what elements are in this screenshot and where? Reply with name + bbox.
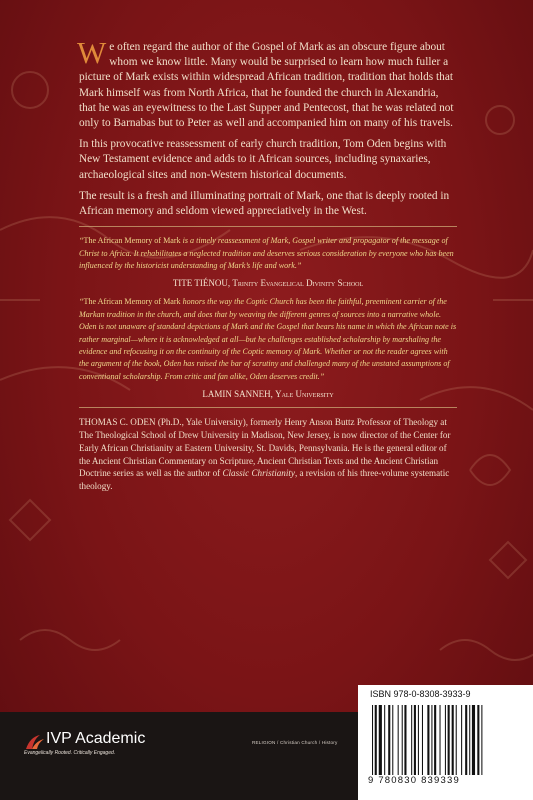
quote-text: honors the way the Coptic Church has been the faithful, preeminent carrier of the Markan tradition in the church, and does that by weaving the different genres of sources into a narrative whole. Oden is not unaware of standard depictions of Mark and the Gospel that bears his name in which the African note is rather marginal—where it is acknowledged at all—but he challenges established scholarship by marshaling the evidence and refocusing it on the continuity of the Coptic memory of Mark. Whether or not the reader agrees with the argument of the book, Oden has raised the bar of scrutiny and challenged many of the unstated assumptions of conventional scholarship. From critic and fan alike, Oden deserves credit.”	[79, 297, 457, 381]
endorser-name: TITE TIÉNOU,	[172, 278, 231, 289]
book-reference: Classic Christianity	[222, 468, 295, 479]
endorser-institution: Yale University	[275, 389, 334, 400]
endorsement-attribution	[79, 278, 457, 288]
book-title: The African Memory of Mark	[83, 236, 181, 246]
author-bio: THOMAS C. ODEN (Ph.D., Yale University), formerly Henry Anson Buttz Professor of Theology at The Theological School of Drew University in Madison, New Jersey, is now director of the Center for Early African Christianity at Eastern University, St. Davids, Pennsylvania. He is the general editor of the Ancient Christian Commentary on Scripture, Ancient Christian Texts and the Ancient Christian Doctrine series as well as the author of Classic Christianity, a revision of his three-volume systematic theology.	[79, 417, 451, 492]
isbn-label: ISBN 978-0-8308-3933-9	[370, 689, 471, 699]
endorsement-quote: “The African Memory of Mark honors the way the Coptic Church has been the faithful, preeminent carrier of the Markan tradition in the church, and does that by weaving the different genres of sources into a narrative whole. Oden is not unaware of standard depictions of Mark and the Gospel that bears his name in which the African note is rather marginal—where it is acknowledged at all—but he challenges established scholarship by marshaling the evidence and refocusing it on the continuity of the Coptic memory of Mark. Whether or not the reader agrees with the argument of the book, Oden has raised the bar of scrutiny and challenged many of the unstated assumptions of conventional scholarship. From critic and fan alike, Oden deserves credit.”	[79, 297, 457, 381]
endorsement-quote: “The African Memory of Mark is a timely reassessment of Mark, Gospel writer and propagator of the message of Christ to Africa. It rehabilitates a neglected tradition and deserves serious consideration by everyone who has been influenced by the historicist understanding of Mark’s life and work.”	[79, 236, 454, 271]
endorser-name: LAMIN SANNEH,	[202, 389, 273, 400]
publisher-name: IVP Academic	[46, 730, 146, 747]
summary-paragraph: In this provocative reassessment of early church tradition, Tom Oden begins with New Testament evidence and adds to it African sources, including synaxaries, archaeological sites and non-Western historical documents.	[79, 138, 447, 181]
quote-text: is a timely reassessment of Mark, Gospel writer and propagator of the message of Christ to Africa. It rehabilitates a neglected tradition and deserves serious consideration by everyone who has been influenced by the historicist understanding of Mark’s life and work.”	[79, 236, 454, 271]
category-label: RELIGION / Christian Church / History	[252, 740, 338, 745]
author-name: THOMAS C. ODEN	[79, 417, 156, 428]
drop-cap: W	[77, 35, 107, 70]
barcode-digits: 9 780830 839339	[368, 775, 460, 786]
intro-text: e often regard the author of the Gospel of Mark as an obscure figure about whom we know little. Many would be surprised to learn how much fuller a picture of Mark exists within widespread African tradition, tradition that holds that Mark himself was from North Africa, that he founded the church in Alexandria, that he was an eyewitness to the Last Supper and Pentecost, that he was related not only to Barnabas but to Peter as well and accompanied him on many of his travels.	[79, 41, 454, 130]
publisher-tagline: Evangelically Rooted. Critically Engaged.	[24, 750, 116, 756]
divider	[79, 226, 457, 227]
isbn-barcode-box	[358, 685, 533, 800]
cover-text	[77, 35, 457, 493]
divider	[79, 407, 457, 408]
endorsement-attribution	[79, 389, 457, 399]
result-paragraph: The result is a fresh and illuminating portrait of Mark, one that is deeply rooted in African memory and seldom viewed appreciatively in the West.	[79, 189, 450, 218]
barcode-icon	[370, 705, 520, 775]
book-title: The African Memory of Mark	[83, 297, 181, 307]
intro-paragraph	[77, 35, 457, 131]
ivp-logo-mark-icon	[24, 733, 46, 751]
endorser-institution: Trinity Evangelical Divinity School	[232, 278, 364, 289]
